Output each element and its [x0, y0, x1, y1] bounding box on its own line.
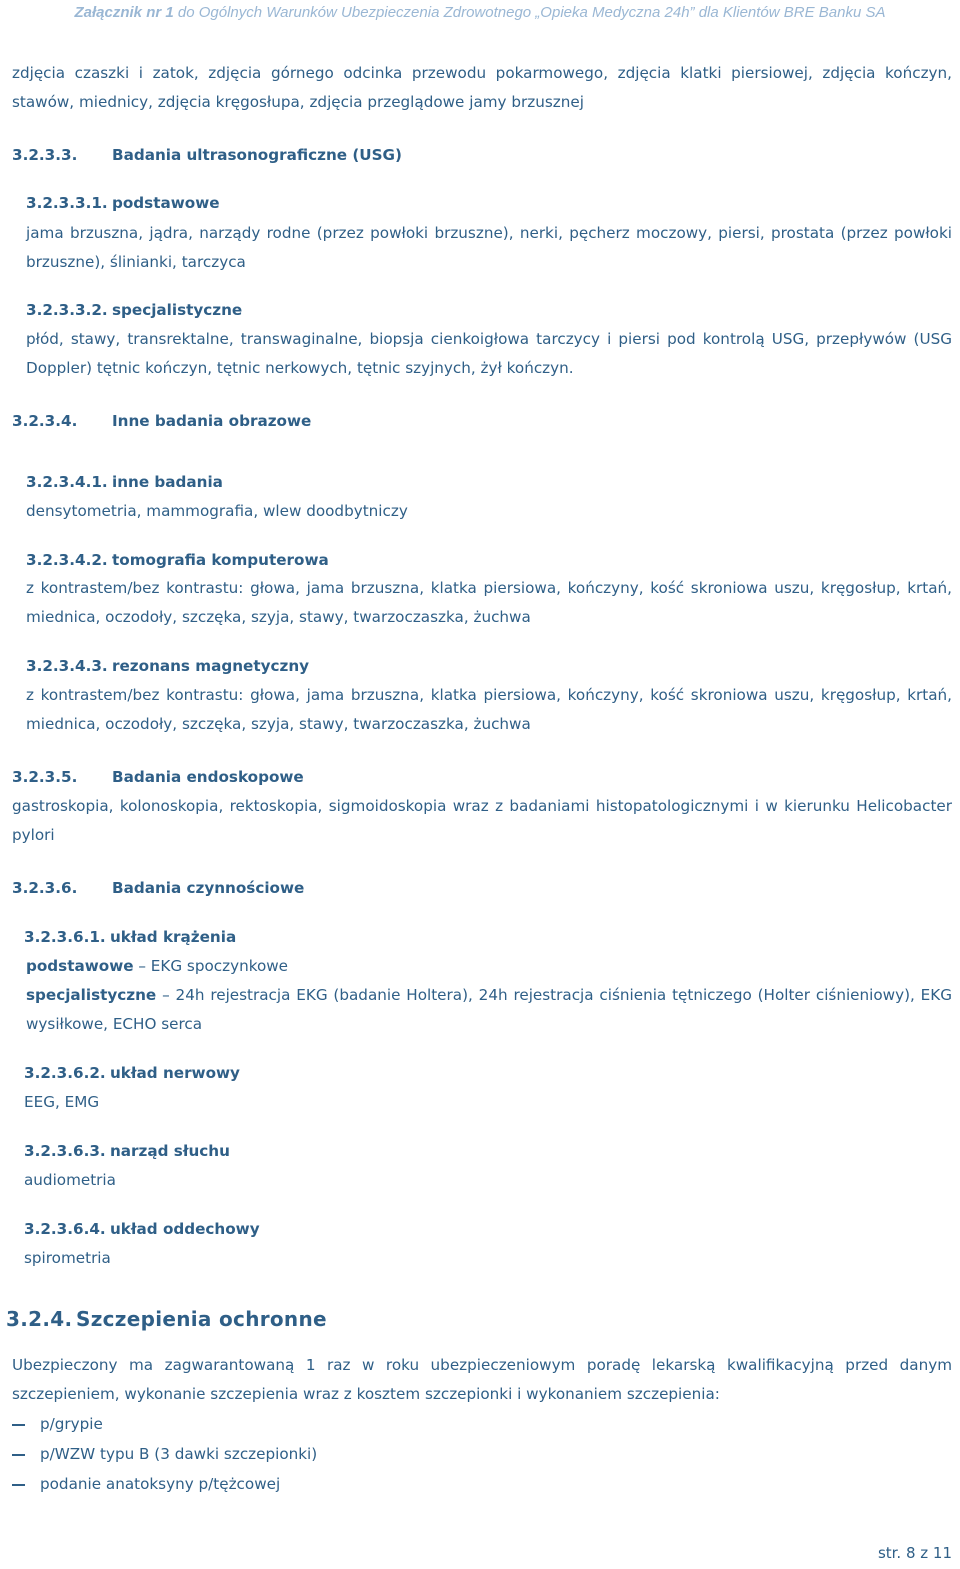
section-title: podstawowe	[112, 194, 220, 212]
vaccination-item: p/WZW typu B (3 dawki szczepionki)	[40, 1445, 318, 1463]
section-number: 3.2.3.3.2.	[26, 301, 108, 319]
bullet-dash	[12, 1454, 25, 1456]
section-number: 3.2.3.6.2.	[24, 1064, 106, 1082]
circulatory-basic	[26, 952, 952, 981]
section-title: Badania czynnościowe	[112, 879, 305, 897]
heading-3-2-3-3	[12, 141, 402, 170]
circulatory-specialist	[26, 981, 952, 1039]
heading-3-2-3-6	[12, 874, 304, 903]
section-number: 3.2.3.4.	[12, 412, 78, 430]
heading-3-2-3-3-2	[26, 296, 242, 325]
page-header	[0, 4, 960, 21]
heading-3-2-3-4-2	[26, 546, 329, 575]
page-number: str. 8 z 11	[877, 1544, 952, 1562]
specialist-label: specjalistyczne	[26, 986, 157, 1004]
bullet-dash	[12, 1424, 25, 1426]
section-title: narząd słuchu	[110, 1142, 230, 1160]
other-imaging-text: densytometria, mammografia, wlew doodbytniczy	[26, 502, 408, 520]
section-number: 3.2.4.	[6, 1307, 73, 1331]
header-prefix: Załącznik nr 1	[74, 4, 174, 21]
heading-3-2-3-4	[12, 407, 311, 436]
section-title: Inne badania obrazowe	[112, 412, 312, 430]
heading-3-2-3-6-3	[24, 1137, 230, 1166]
section-number: 3.2.3.4.2.	[26, 551, 108, 569]
nervous-text: EEG, EMG	[24, 1093, 100, 1111]
heading-3-2-3-6-4	[24, 1215, 260, 1244]
basic-label: podstawowe	[26, 957, 134, 975]
ct-text: z kontrastem/bez kontrastu: głowa, jama brzuszna, klatka piersiowa, kończyny, kość skroniowa uszu, kręgosłup, krtań, miednica, oczodoły, szczęka, szyja, stawy, twarzoczaszka, żuchwa	[26, 579, 952, 626]
section-title: Szczepienia ochronne	[76, 1307, 327, 1331]
vaccination-item: p/grypie	[40, 1415, 103, 1433]
section-number: 3.2.3.4.1.	[26, 473, 108, 491]
heading-3-2-3-4-3	[26, 652, 309, 681]
vaccination-item: podanie anatoksyny p/tężcowej	[40, 1475, 281, 1493]
mri-text: z kontrastem/bez kontrastu: głowa, jama brzuszna, klatka piersiowa, kończyny, kość skroniowa uszu, kręgosłup, krtań, miednica, oczodoły, szczęka, szyja, stawy, twarzoczaszka, żuchwa	[26, 686, 952, 733]
section-number: 3.2.3.3.	[12, 146, 78, 164]
respiratory-text: spirometria	[24, 1249, 111, 1267]
section-title: układ nerwowy	[110, 1064, 240, 1082]
header-text: do Ogólnych Warunków Ubezpieczenia Zdrowotnego „Opieka Medyczna 24h” dla Klientów BRE Banku SA	[173, 4, 886, 21]
vaccination-text: Ubezpieczony ma zagwarantowaną 1 raz w roku ubezpieczeniowym poradę lekarską kwalifikacyjną przed danym szczepieniem, wykonanie szczepienia wraz z kosztem szczepionki i wykonaniem szczepienia:	[12, 1356, 952, 1403]
heading-3-2-3-4-1	[26, 468, 223, 497]
endoscopy-text: gastroskopia, kolonoskopia, rektoskopia, sigmoidoskopia wraz z badaniami histopatologicznymi i w kierunku Helicobacter pylori	[12, 797, 952, 844]
bullet-dash	[12, 1484, 25, 1486]
section-title: tomografia komputerowa	[112, 551, 329, 569]
basic-text: – EKG spoczynkowe	[133, 957, 289, 975]
section-number: 3.2.3.6.	[12, 879, 78, 897]
specialist-text: – 24h rejestracja EKG (badanie Holtera), 24h rejestracja ciśnienia tętniczego (Holter ciśnieniowy), EKG wysiłkowe, ECHO serca	[26, 986, 952, 1033]
intro-paragraph: zdjęcia czaszki i zatok, zdjęcia górnego odcinka przewodu pokarmowego, zdjęcia klatki piersiowej, zdjęcia kończyn, stawów, miednicy, zdjęcia kręgosłupa, zdjęcia przeglądowe jamy brzusznej	[12, 64, 952, 111]
heading-3-2-3-3-1	[26, 189, 220, 218]
section-number: 3.2.3.6.3.	[24, 1142, 106, 1160]
section-number: 3.2.3.5.	[12, 768, 78, 786]
heading-3-2-3-6-2	[24, 1059, 240, 1088]
section-title: Badania endoskopowe	[112, 768, 304, 786]
section-title: inne badania	[112, 473, 223, 491]
usg-basic-text: jama brzuszna, jądra, narządy rodne (przez powłoki brzuszne), nerki, pęcherz moczowy, piersi, prostata (przez powłoki brzuszne), ślinianki, tarczyca	[26, 224, 952, 271]
section-title: układ oddechowy	[110, 1220, 260, 1238]
heading-3-2-3-5	[12, 763, 304, 792]
section-title: specjalistyczne	[112, 301, 243, 319]
usg-specialist-text: płód, stawy, transrektalne, transwaginalne, biopsja cienkoigłowa tarczycy i piersi pod kontrolą USG, przepływów (USG Doppler) tętnic kończyn, tętnic nerkowych, tętnic szyjnych, żył kończyn.	[26, 330, 952, 377]
section-number: 3.2.3.6.1.	[24, 928, 106, 946]
heading-3-2-3-6-1	[24, 923, 236, 952]
hearing-text: audiometria	[24, 1171, 116, 1189]
section-number: 3.2.3.6.4.	[24, 1220, 106, 1238]
section-title: Badania ultrasonograficzne (USG)	[112, 146, 402, 164]
section-number: 3.2.3.3.1.	[26, 194, 108, 212]
section-title: układ krążenia	[110, 928, 237, 946]
heading-3-2-4	[6, 1305, 327, 1334]
section-title: rezonans magnetyczny	[112, 657, 310, 675]
section-number: 3.2.3.4.3.	[26, 657, 108, 675]
